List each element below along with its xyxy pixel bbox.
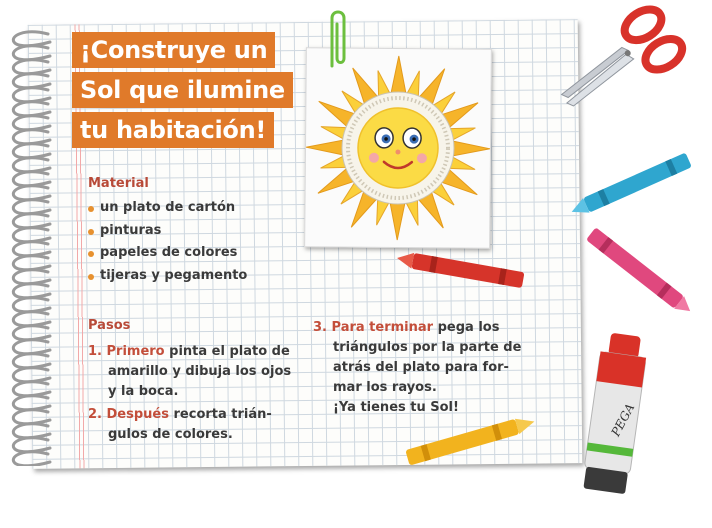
step-2: 2. Después recorta trián- gulos de colores. bbox=[88, 407, 272, 442]
red-crayon-icon bbox=[390, 250, 540, 290]
title-block bbox=[72, 32, 293, 152]
bullet-icon bbox=[88, 229, 94, 235]
bullet-icon bbox=[88, 206, 94, 212]
sun-craft-illustration bbox=[305, 48, 491, 248]
list-item: pinturas bbox=[88, 220, 247, 243]
scissors-icon bbox=[538, 4, 698, 122]
spiral-binding bbox=[4, 26, 54, 466]
bullet-icon bbox=[88, 251, 94, 257]
list-item: papeles de colores bbox=[88, 242, 247, 265]
bullet-icon bbox=[88, 274, 94, 280]
material-list bbox=[88, 197, 247, 287]
list-item: un plato de cartón bbox=[88, 197, 247, 220]
title-line-3: tu habitación! bbox=[72, 112, 274, 148]
pink-crayon-icon bbox=[565, 218, 705, 318]
pasos-heading: Pasos bbox=[88, 318, 131, 333]
sun-photo bbox=[304, 47, 492, 249]
step-3: 3. Para terminar pega los triángulos por la parte de atrás del plato para for- mar los rayos. ¡Ya tienes tu Sol! bbox=[313, 320, 522, 415]
glue-stick-icon bbox=[570, 330, 660, 498]
glue-label: PEGA bbox=[608, 401, 638, 439]
yellow-crayon-icon bbox=[395, 410, 545, 470]
title-line-2: Sol que ilumine bbox=[72, 72, 293, 108]
paperclip-icon bbox=[322, 6, 352, 72]
title-line-1: ¡Construye un bbox=[72, 32, 275, 68]
blue-crayon-icon bbox=[562, 150, 702, 220]
material-heading: Material bbox=[88, 176, 149, 191]
step-1: 1. Primero pinta el plato de amarillo y dibuja los ojos y la boca. bbox=[88, 344, 292, 399]
list-item: tijeras y pegamento bbox=[88, 265, 247, 288]
